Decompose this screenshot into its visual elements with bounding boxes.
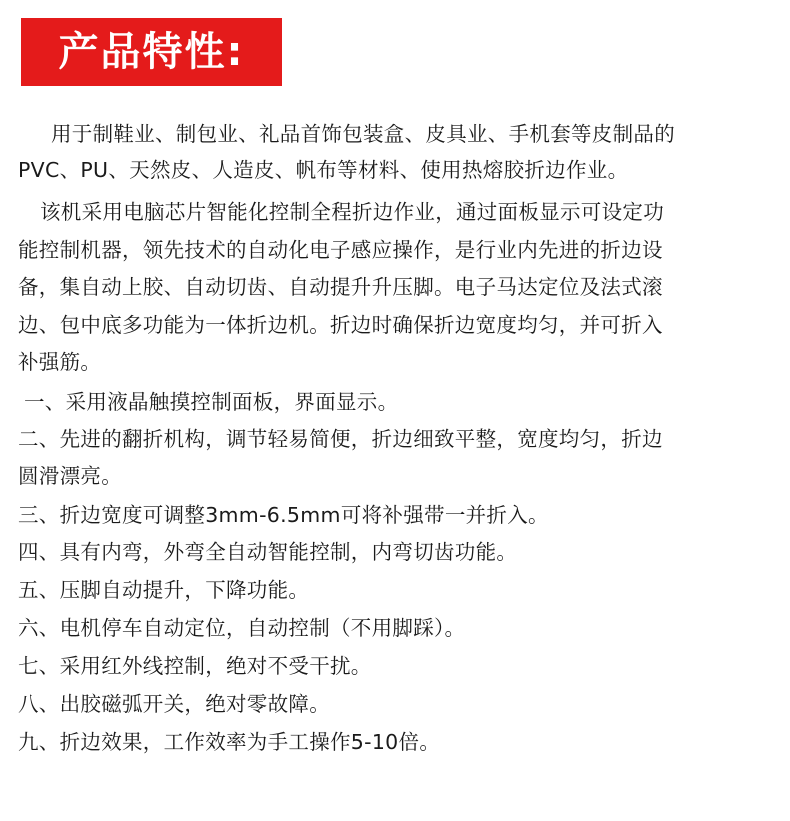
text-line: 圆滑漂亮。	[18, 464, 122, 488]
text-line: 边、包中底多功能为一体折边机。折边时确保折边宽度均匀，并可折入	[18, 313, 663, 337]
text-line: 该机采用电脑芯片智能化控制全程折边作业，通过面板显示可设定功	[40, 200, 664, 224]
text-line: 备，集自动上胶、自动切齿、自动提升升压脚。电子马达定位及法式滚	[18, 275, 663, 299]
text-line: 能控制机器，领先技术的自动化电子感应操作，是行业内先进的折边设	[18, 238, 663, 262]
feature-item: 四、具有内弯，外弯全自动智能控制，内弯切齿功能。	[18, 540, 518, 564]
text-line: PVC、PU、天然皮、人造皮、帆布等材料、使用热熔胶折边作业。	[18, 158, 629, 182]
text-line: 补强筋。	[18, 350, 102, 374]
text-line: 用于制鞋业、制包业、礼品首饰包装盒、皮具业、手机套等皮制品的	[51, 122, 675, 146]
feature-item: 八、出胶磁弧开关，绝对零故障。	[18, 692, 330, 716]
feature-item: 一、采用液晶触摸控制面板，界面显示。	[24, 390, 399, 414]
feature-item: 二、先进的翻折机构，调节轻易简便，折边细致平整，宽度均匀，折边	[18, 427, 663, 451]
feature-item: 六、电机停车自动定位，自动控制（不用脚踩）。	[18, 616, 466, 640]
feature-item: 五、压脚自动提升，下降功能。	[18, 578, 310, 602]
feature-item: 七、采用红外线控制，绝对不受干扰。	[18, 654, 372, 678]
feature-item: 九、折边效果，工作效率为手工操作5-10倍。	[18, 730, 441, 754]
title-badge	[21, 18, 282, 86]
feature-item: 三、折边宽度可调整3mm-6.5mm可将补强带一并折入。	[18, 503, 549, 527]
page-title: 产品特性:	[58, 29, 245, 75]
